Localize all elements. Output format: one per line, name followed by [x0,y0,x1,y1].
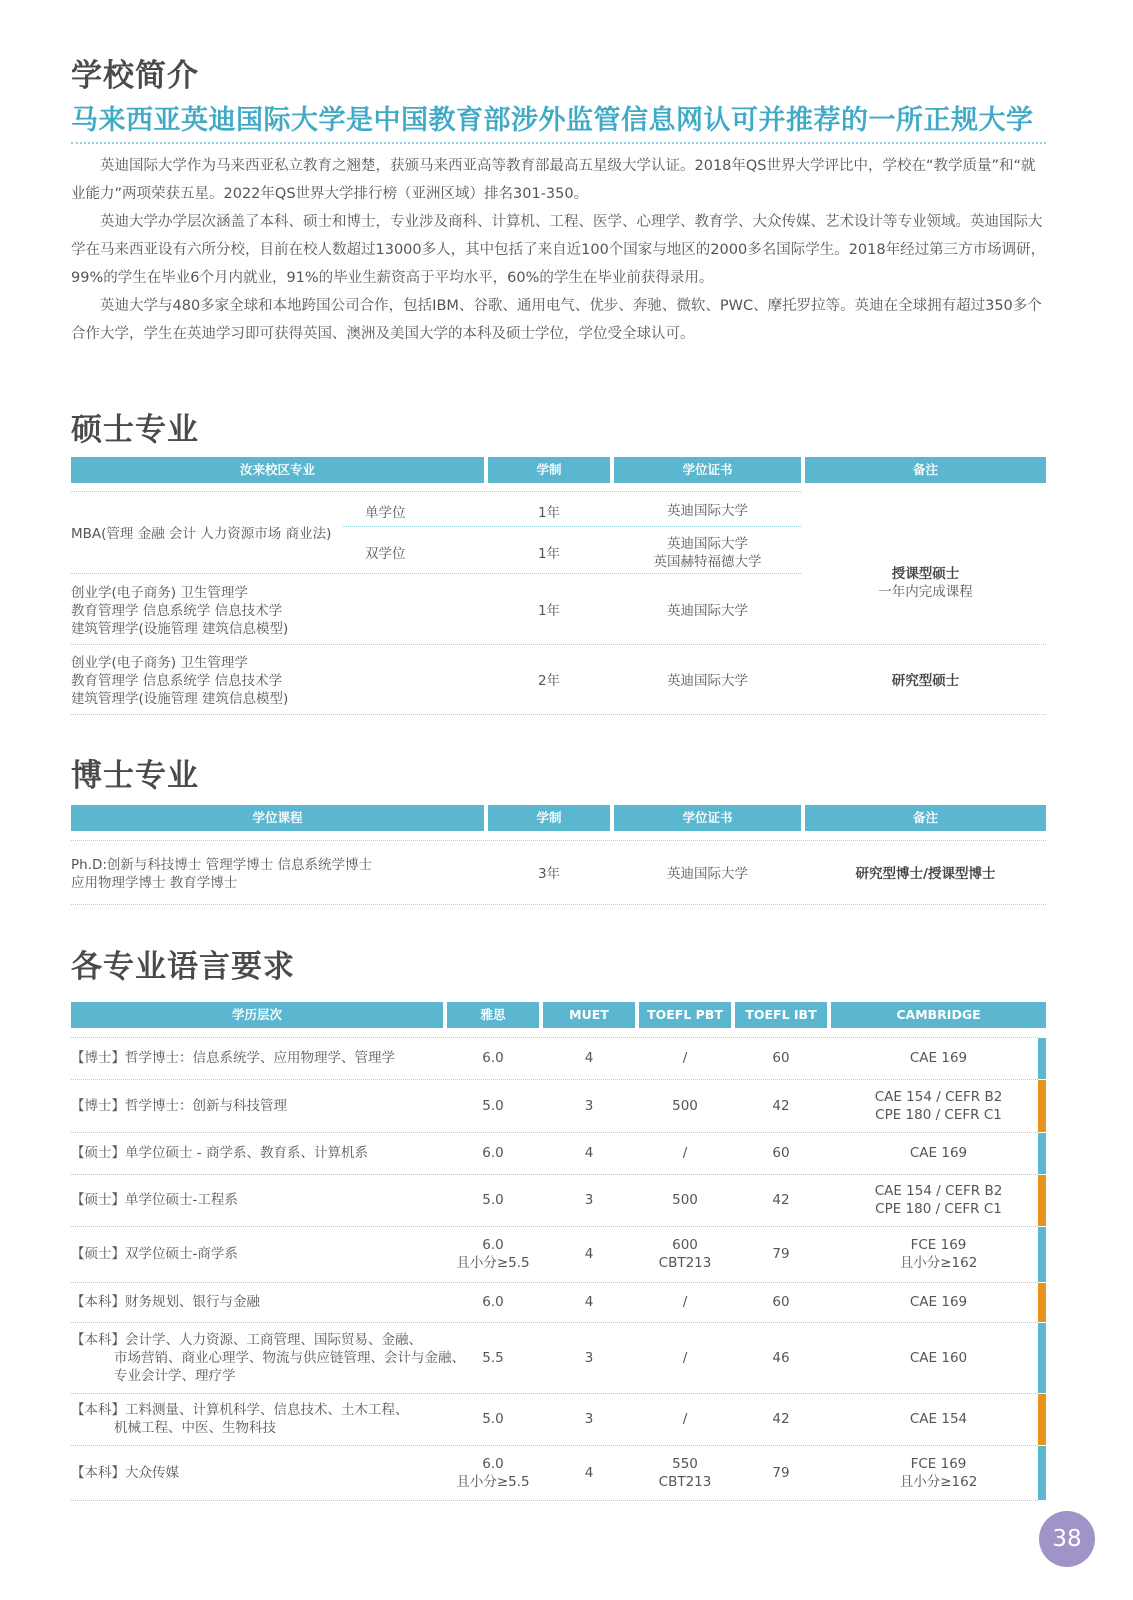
lang-row-cambridge: CAE 154 / CEFR B2 [874,1183,1003,1199]
lang-row-toefl-ibt: 42 [772,1097,790,1114]
taught-row-cert: 英迪国际大学 [667,603,748,619]
lang-row-toefl-pbt: 600 [672,1237,698,1253]
phd-row-line-2: 应用物理学博士 教育学博士 [71,875,238,891]
mba-double-cert-2: 英国赫特福德大学 [653,554,762,570]
lang-row-muet: 3 [584,1411,594,1427]
lang-row-toefl-pbt: / [682,1050,688,1066]
row-divider [71,1322,1038,1323]
lang-row-toefl-ibt: 79 [772,1246,790,1262]
lang-row-toefl-pbt: 500 [672,1097,698,1114]
lang-header-cambridge: CAMBRIDGE [831,1002,1046,1028]
lang-header-toefl-pbt: TOEFL PBT [639,1002,731,1028]
language-title: 各专业语言要求 [71,949,295,985]
phd-header-cert: 学位证书 [614,805,801,831]
research-row-note: 研究型硕士 [891,673,960,689]
lang-row-cambridge: CAE 169 [909,1050,968,1066]
research-row-line-3: 建筑管理学(设施管理 建筑信息模型) [71,691,289,707]
masters-header-note: 备注 [805,457,1046,483]
lang-row-level: 【硕士】单学位硕士 - 商学系、教育系、计算机系 [71,1145,368,1161]
lang-row-ielts: 6.0 [482,1145,504,1161]
mba-program-name: MBA(管理 金融 会计 人力资源市场 商业法) [71,526,332,542]
page-number: 38 [1039,1511,1095,1567]
lang-row-ielts: 5.0 [482,1411,504,1427]
taught-masters-note: 授课型硕士 [891,566,960,582]
lang-row-muet: 4 [584,1050,594,1066]
lang-row-toefl-ibt: 42 [772,1192,790,1208]
row-divider [71,1445,1038,1446]
lang-row-toefl-pbt: CBT213 [658,1473,712,1490]
taught-masters-note-detail: 一年内完成课程 [878,584,973,600]
lang-row-cambridge: CAE 169 [909,1145,968,1161]
lang-row-cambridge: CPE 180 / CEFR C1 [875,1201,1002,1217]
row-divider [71,1037,1038,1038]
lang-row-ielts: 5.0 [482,1097,504,1114]
lang-row-cambridge: CAE 160 [909,1349,968,1366]
lang-row-cambridge: FCE 169 [910,1237,967,1253]
phd-row-cert: 英迪国际大学 [667,866,748,882]
taught-row-line-3: 建筑管理学(设施管理 建筑信息模型) [71,621,289,637]
lang-row-toefl-ibt: 60 [772,1050,790,1066]
lang-header-ielts: 雅思 [447,1002,539,1028]
lang-row-muet: 4 [584,1145,594,1161]
lang-row-ielts: 6.0 [482,1294,504,1310]
lang-row-toefl-pbt: 500 [672,1192,698,1208]
phd-header-duration: 学制 [488,805,610,831]
row-divider [71,1226,1038,1227]
taught-row-line-2: 教育管理学 信息系统学 信息技术学 [71,603,283,619]
masters-header-duration: 学制 [488,457,610,483]
row-divider [71,1282,1038,1283]
mba-single-type: 单学位 [365,505,406,521]
mba-single-cert: 英迪国际大学 [667,503,748,519]
lang-row-ielts: 6.0 [482,1455,504,1472]
row-divider [71,1393,1038,1394]
mba-double-cert-1: 英迪国际大学 [667,536,748,552]
phd-row-duration: 3年 [537,866,561,882]
phd-title: 博士专业 [71,758,199,794]
phd-row-line-1: Ph.D:创新与科技博士 管理学博士 信息系统学博士 [71,857,373,873]
lang-row-cambridge: 且小分≥162 [899,1255,978,1271]
lang-row-level: 【本科】财务规划、银行与金融 [71,1294,260,1310]
lang-row-level: 【硕士】单学位硕士-工程系 [71,1192,238,1208]
research-row-cert: 英迪国际大学 [667,673,748,689]
masters-title: 硕士专业 [71,412,199,448]
lang-row-toefl-ibt: 46 [772,1349,790,1366]
intro-paragraph-3: 英迪大学与480多家全球和本地跨国公司合作，包括IBM、谷歌、通用电气、优步、奔驰、微软、PWC、摩托罗拉等。英迪在全球拥有超过350多个合作大学，学生在英迪学习即可获得英国、澳洲及美国大学的本科及硕士学位，学位受全球认可。 [71,298,1042,342]
lang-row-muet: 4 [584,1294,594,1310]
lang-row-toefl-pbt: CBT213 [658,1255,712,1271]
lang-row-ielts: 6.0 [482,1050,504,1066]
lang-row-level: 【博士】哲学博士：信息系统学、应用物理学、管理学 [71,1050,395,1066]
row-divider [71,1079,1038,1080]
lang-row-cambridge: 且小分≥162 [899,1473,978,1490]
research-row-duration: 2年 [537,673,561,689]
lang-row-toefl-pbt: / [682,1411,688,1427]
masters-header-cert: 学位证书 [614,457,801,483]
lang-row-toefl-pbt: / [682,1349,688,1366]
lang-row-cambridge: FCE 169 [910,1455,967,1472]
lang-row-toefl-ibt: 60 [772,1145,790,1161]
lang-header-toefl-ibt: TOEFL IBT [735,1002,827,1028]
lang-row-ielts: 5.0 [482,1192,504,1208]
intro-text [71,152,1046,348]
lang-row-level: 【硕士】双学位硕士-商学系 [71,1246,238,1262]
lang-row-muet: 4 [584,1246,594,1262]
lang-row-muet: 3 [584,1349,594,1366]
lang-row-toefl-ibt: 60 [772,1294,790,1310]
lang-row-level: 【本科】大众传媒 [71,1464,179,1481]
phd-row-note: 研究型博士/授课型博士 [855,866,996,882]
research-row-line-1: 创业学(电子商务) 卫生管理学 [71,655,248,671]
lang-row-level: 机械工程、中医、生物科技 [114,1420,276,1436]
intro-paragraph-2: 英迪大学办学层次涵盖了本科、硕士和博士，专业涉及商科、计算机、工程、医学、心理学、教育学、大众传媒、艺术设计等专业领域。英迪国际大学在马来西亚设有六所分校，目前在校人数超过13000多人，其中包括了来自近100个国家与地区的2000多名国际学生。2018年经过第三方市场调研，99%的学生在毕业6个月内就业，91%的毕业生薪资高于平均水平，60%的学生在毕业前获得录用。 [71,214,1046,286]
lang-row-toefl-pbt: / [682,1294,688,1310]
lang-row-toefl-pbt: / [682,1145,688,1161]
lang-row-toefl-ibt: 79 [772,1464,790,1481]
intro-subtitle: 马来西亚英迪国际大学是中国教育部涉外监管信息网认可并推荐的一所正规大学 [71,104,1046,144]
taught-row-duration: 1年 [537,603,561,619]
lang-row-ielts: 且小分≥5.5 [456,1255,530,1271]
research-row-line-2: 教育管理学 信息系统学 信息技术学 [71,673,283,689]
lang-row-toefl-ibt: 42 [772,1411,790,1427]
lang-row-muet: 4 [584,1464,594,1481]
lang-row-toefl-pbt: 550 [672,1455,698,1472]
taught-row-line-1: 创业学(电子商务) 卫生管理学 [71,585,248,601]
lang-row-cambridge: CAE 154 [909,1411,968,1427]
lang-header-level: 学历层次 [71,1002,443,1028]
lang-header-muet: MUET [543,1002,635,1028]
lang-row-level: 专业会计学、理疗学 [114,1367,236,1384]
phd-header-program: 学位课程 [71,805,484,831]
lang-row-ielts: 5.5 [482,1349,504,1366]
row-divider [71,1132,1038,1133]
mba-double-duration: 1年 [537,546,561,562]
mba-single-duration: 1年 [537,505,561,521]
intro-paragraph-1: 英迪国际大学作为马来西亚私立教育之翘楚，获颁马来西亚高等教育部最高五星级大学认证。2018年QS世界大学评比中，学校在“教学质量”和“就业能力”两项荣获五星。2022年QS世界大学排行榜（亚洲区域）排名301-350。 [71,158,1036,202]
lang-row-level: 【博士】哲学博士：创新与科技管理 [71,1097,287,1114]
row-divider [71,1500,1038,1501]
intro-title: 学校简介 [71,58,199,94]
row-divider [71,1174,1038,1175]
mba-double-type: 双学位 [365,546,406,562]
lang-row-level: 市场营销、商业心理学、物流与供应链管理、会计与金融、 [114,1349,465,1366]
lang-row-level: 【本科】会计学、人力资源、工商管理、国际贸易、金融、 [71,1331,422,1348]
lang-row-level: 【本科】工料测量、计算机科学、信息技术、土木工程、 [71,1402,409,1418]
lang-row-ielts: 且小分≥5.5 [456,1473,530,1490]
lang-row-cambridge: CPE 180 / CEFR C1 [875,1106,1002,1123]
lang-row-ielts: 6.0 [482,1237,504,1253]
lang-row-cambridge: CAE 169 [909,1294,968,1310]
phd-header-note: 备注 [805,805,1046,831]
lang-row-cambridge: CAE 154 / CEFR B2 [874,1088,1003,1105]
masters-header-program: 汝来校区专业 [71,457,484,483]
lang-row-muet: 3 [584,1192,594,1208]
lang-row-muet: 3 [584,1097,594,1114]
